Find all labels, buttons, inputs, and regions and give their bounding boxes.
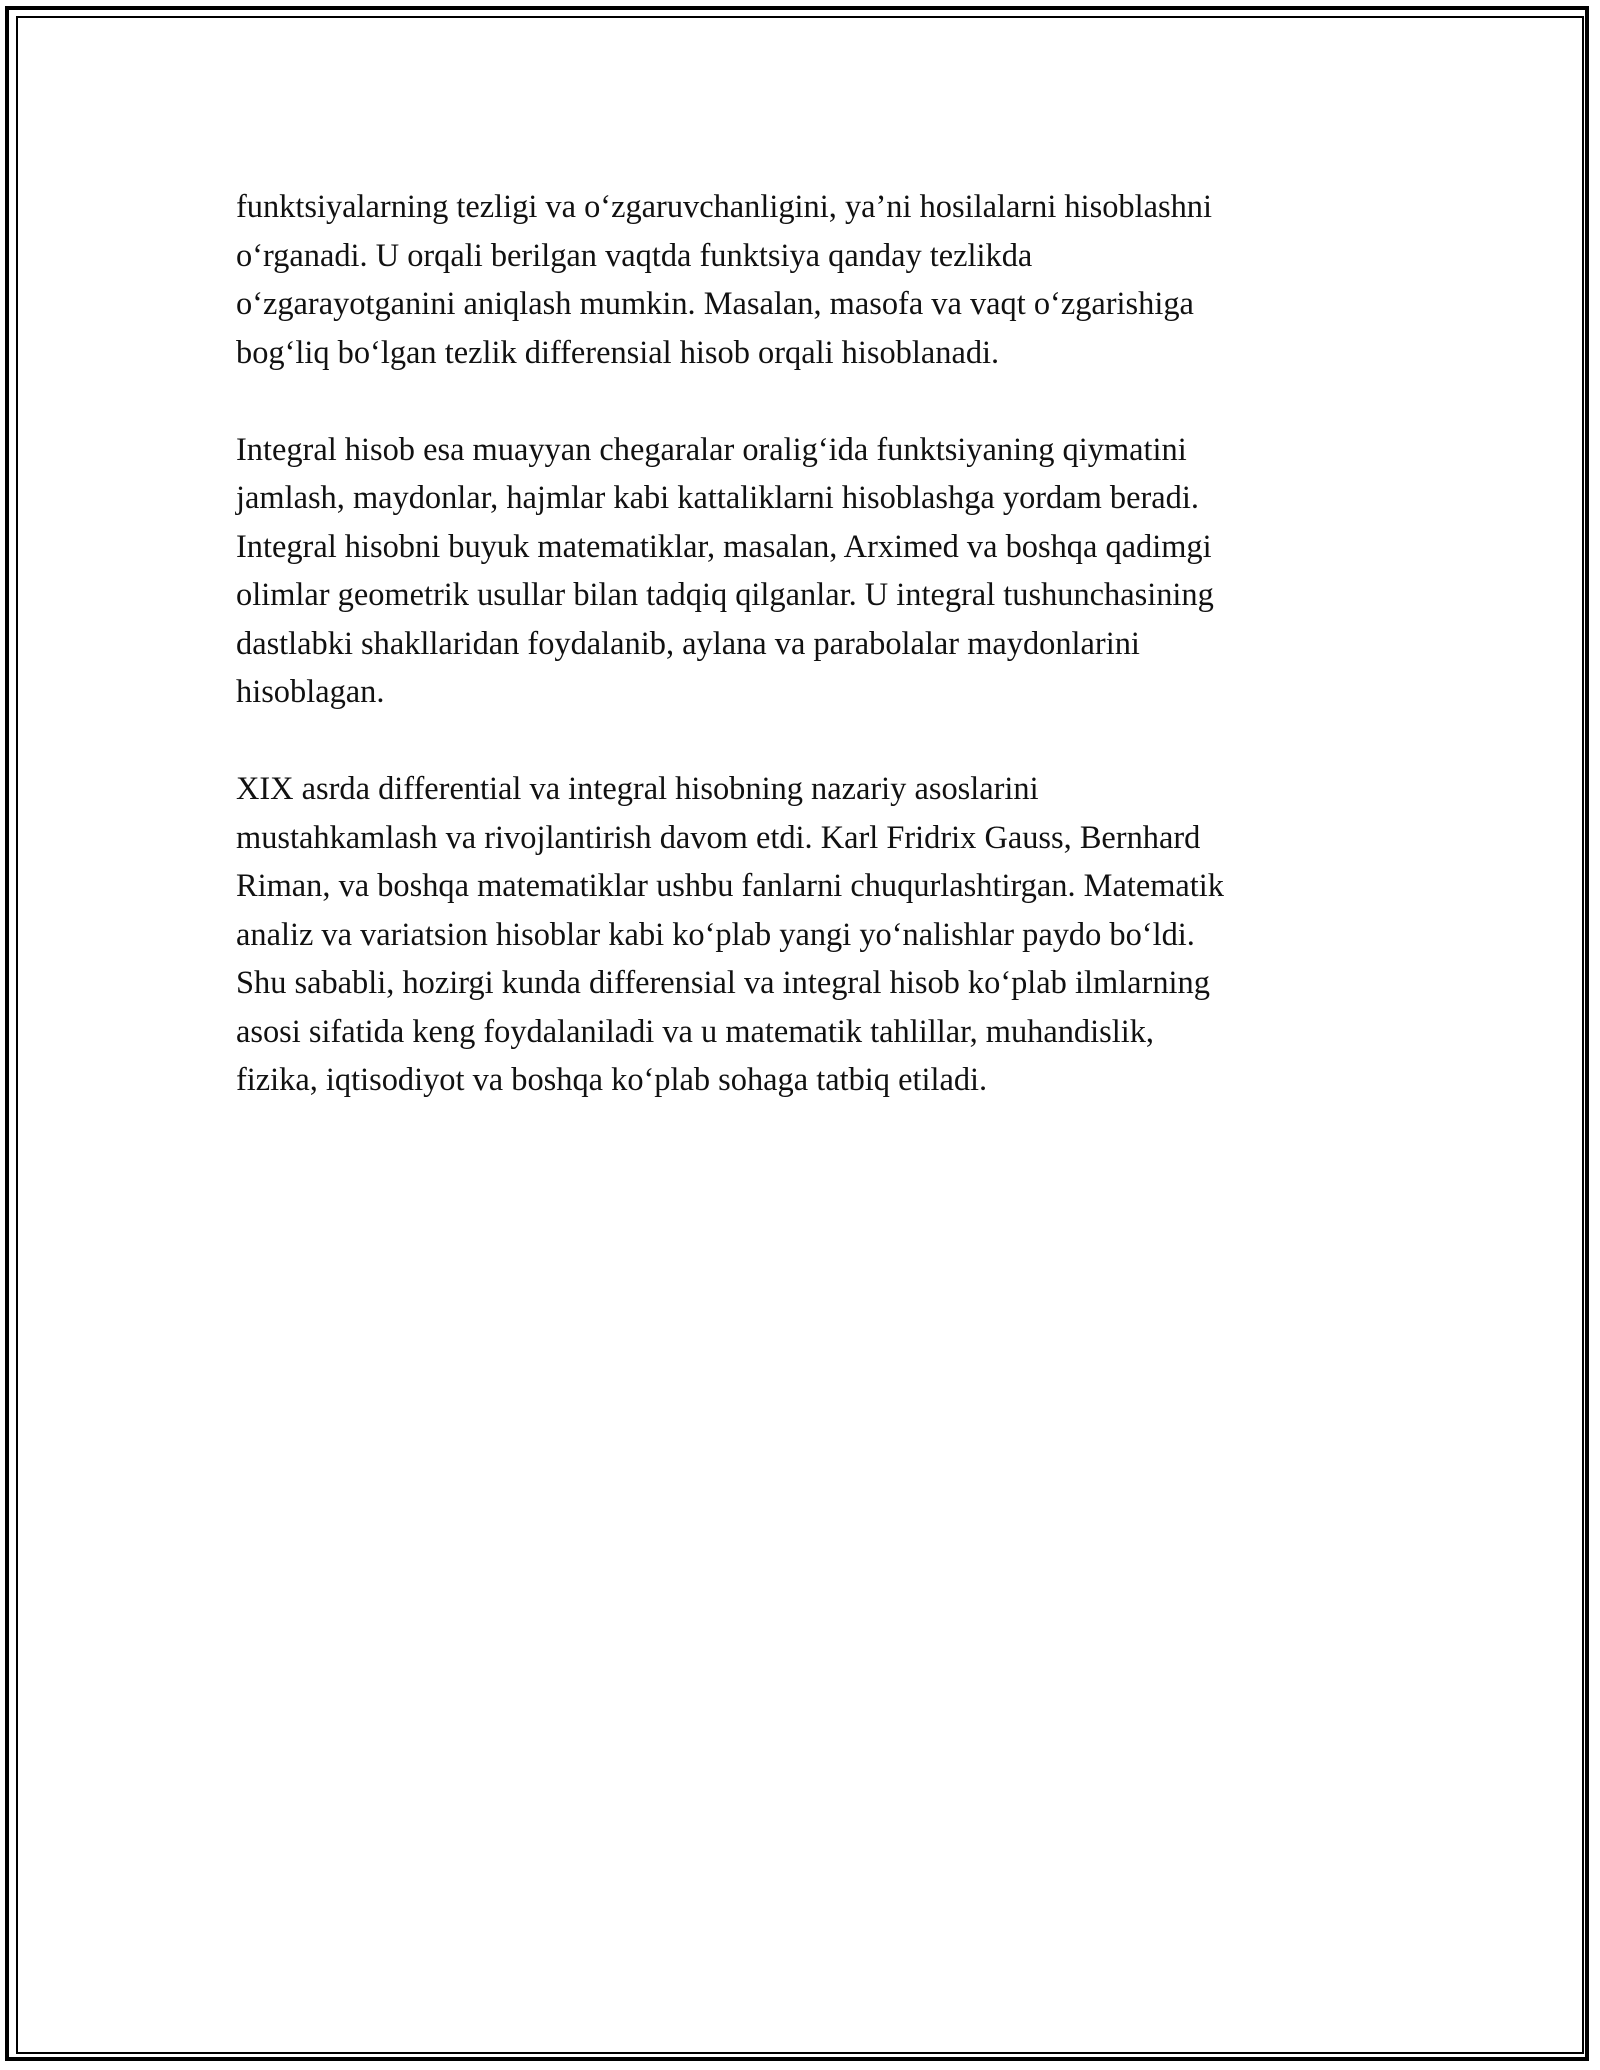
paragraph-1: funktsiyalarning tezligi va o‘zgaruvchanligini, ya’ni hosilalarni hisoblashni o‘rganadi. U orqali berilgan vaqtda funktsiya qanday tezlikda o‘zgarayotganini aniqlash mumkin. Masalan, masofa va vaqt o‘zgarishiga bog‘liq bo‘lgan tezlik differensial hisob orqali hisoblanadi. [236, 189, 1212, 371]
paragraph-2: Integral hisob esa muayyan chegaralar oralig‘ida funktsiyaning qiymatini jamlash, maydonlar, hajmlar kabi kattaliklarni hisoblashga yordam beradi. Integral hisobni buyuk matematiklar, masalan, Arximed va boshqa qadimgi olimlar geometrik usullar bilan tadqiq qilganlar. U integral tushunchasining dastlabki shakllaridan foydalanib, aylana va parabolalar maydonlarini hisoblagan. [236, 431, 1214, 710]
document-body [236, 183, 1376, 1153]
paragraph-3: XIX asrda differential va integral hisobning nazariy asoslarini mustahkamlash va rivojlantirish davom etdi. Karl Fridrix Gauss, Bernhard Riman, va boshqa matematiklar ushbu fanlarni chuqurlashtirgan. Matematik analiz va variatsion hisoblar kabi ko‘plab yangi yo‘nalishlar paydo bo‘ldi. Shu sababli, hozirgi kunda differensial va integral hisob ko‘plab ilmlarning asosi sifatida keng foydalaniladi va u matematik tahlillar, muhandislik, fizika, iqtisodiyot va boshqa ko‘plab sohaga tatbiq etiladi. [236, 771, 1224, 1098]
